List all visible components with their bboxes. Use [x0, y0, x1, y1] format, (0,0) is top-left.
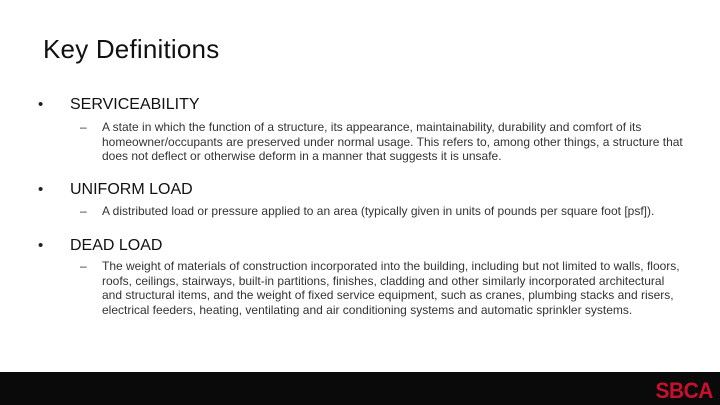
- footer-bar: [0, 372, 720, 405]
- bullet: •: [38, 96, 44, 113]
- term-dead-load: DEAD LOAD: [70, 237, 163, 254]
- description-dead-load: The weight of materials of construction incorporated into the building, including but not limited to walls, floors, roofs, ceilings, stairways, built-in partitions, finishes, cladding and other similarly incorporated architectural and structural items, and the weight of fixed service equipment, such as cranes, plumbing stacks and risers, electrical feeders, heating, ventilating and air conditioning systems and automatic sprinkler systems.: [102, 259, 680, 317]
- term-serviceability: SERVICEABILITY: [70, 96, 200, 113]
- dash: –: [80, 204, 87, 218]
- dash: –: [80, 259, 87, 273]
- bullet: •: [38, 181, 44, 198]
- description-uniform-load: A distributed load or pressure applied to an area (typically given in units of pounds per square foot [psf]).: [102, 204, 655, 218]
- dash: –: [80, 120, 87, 134]
- description-serviceability: A state in which the function of a structure, its appearance, maintainability, durability and comfort of its homeowner/occupants are preserved under normal usage. This refers to, among other things, a structure that does not deflect or otherwise deform in a manner that suggests it is unsafe.: [102, 120, 683, 164]
- slide-title: Key Definitions: [43, 34, 220, 64]
- sbca-logo: SBCA: [655, 378, 713, 403]
- bullet: •: [38, 237, 44, 254]
- term-uniform-load: UNIFORM LOAD: [70, 181, 193, 198]
